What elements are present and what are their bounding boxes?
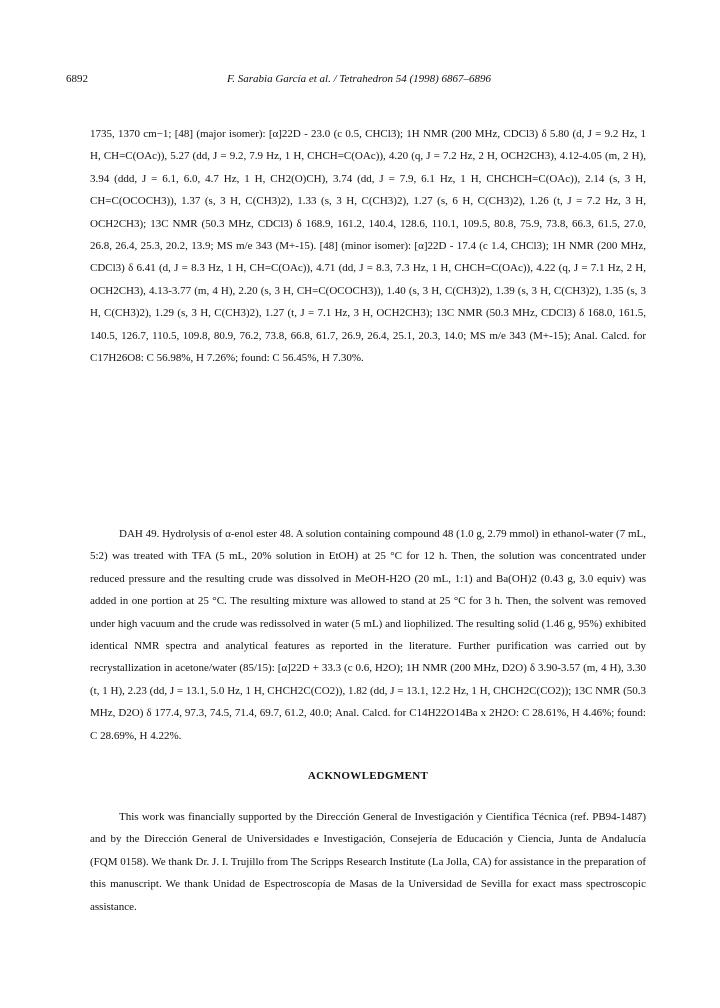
running-header [66,70,652,88]
paragraph-characterization-48: 1735, 1370 cm−1; [48] (major isomer): [α]22D - 23.0 (c 0.5, CHCl3); 1H NMR (200 MHz, CDCl3) δ 5.80 (d, J = 9.2 Hz, 1 H, CH=C(OAc)), 5.27 (dd, J = 9.2, 7.9 Hz, 1 H, CHCH=C(OAc)), 4.20 (q, J = 7.2 Hz, 2 H, OCH2CH3), 4.12-4.05 (m, 2 H), 3.94 (ddd, J = 6.1, 6.0, 4.7 Hz, 1 H, CH2(O)CH), 3.74 (dd, J = 7.9, 6.1 Hz, 1 H, CHCHCH=C(OAc)), 2.14 (s, 3 H, CH=C(OCOCH3)), 1.37 (s, 3 H, C(CH3)2), 1.33 (s, 3 H, C(CH3)2), 1.27 (s, 6 H, C(CH3)2), 1.26 (t, J = 7.2 Hz, 3 H, OCH2CH3); 13C NMR (50.3 MHz, CDCl3) δ 168.9, 161.2, 140.4, 128.6, 110.1, 109.5, 80.8, 75.9, 73.8, 66.3, 61.5, 27.0, 26.8, 26.4, 25.3, 20.2, 13.9; MS m/e 343 (M+-15). [48] (minor isomer): [α]22D - 17.4 (c 1.4, CHCl3); 1H NMR (200 MHz, CDCl3) δ 6.41 (d, J = 8.3 Hz, 1 H, CH=C(OAc)), 4.71 (dd, J = 8.3, 7.3 Hz, 1 H, CHCH=C(OAc)), 4.22 (q, J = 7.1 Hz, 2 H, OCH2CH3), 4.13-3.77 (m, 4 H), 2.20 (s, 3 H, CH=C(OCOCH3)), 1.40 (s, 3 H, C(CH3)2), 1.39 (s, 3 H, C(CH3)2), 1.35 (s, 3 H, C(CH3)2), 1.29 (s, 3 H, C(CH3)2), 1.27 (t, J = 7.1 Hz, 3 H, OCH2CH3); 13C NMR (50.3 MHz, CDCl3) δ 168.0, 161.5, 140.5, 126.7, 110.5, 109.8, 80.9, 76.2, 73.8, 66.8, 61.7, 26.9, 26.4, 25.1, 20.3, 14.0; MS m/e 343 (M+-15); Anal. Calcd. for C17H26O8: C 56.98%, H 7.26%; found: C 56.45%, H 7.30%. [90,128,646,365]
paragraph-acknowledgment: This work was financially supported by the Dirección General de Investigación y Científica Técnica (ref. PB94-1487) and by the Dirección General de Universidades e Investigación, Consejería de Educación y Ciencia, Junta de Andalucía (FQM 0158). We thank Dr. J. I. Trujillo from The Scripps Research Institute (La Jolla, CA) for assistance in the preparation of this manuscript. We thank Unidad de Espectroscopía de Masas de la Universidad de Sevilla for exact mass spectroscopic assistance. [90,811,646,913]
paragraph-dah-49-hydrolysis: DAH 49. Hydrolysis of α-enol ester 48. A solution containing compound 48 (1.0 g, 2.79 mmol) in ethanol-water (7 mL, 5:2) was treated with TFA (5 mL, 20% solution in EtOH) at 25 °C for 12 h. Then, the solution was concentrated under reduced pressure and the resulting crude was dissolved in MeOH-H2O (20 mL, 1:1) and Ba(OH)2 (0.43 g, 3.0 equiv) was added in one portion at 25 °C. The resulting mixture was allowed to stand at 25 °C for 3 h. Then, the solvent was removed under high vacuum and the crude was redissolved in water (5 mL) and liophilized. The resulting solid (1.46 g, 95%) exhibited identical NMR spectra and analytical features as reported in the literature. Further purification was carried out by recrystallization in acetone/water (85/15): [α]22D + 33.3 (c 0.6, H2O); 1H NMR (200 MHz, D2O) δ 3.90-3.57 (m, 4 H), 3.30 (t, 1 H), 2.23 (dd, J = 13.1, 5.0 Hz, 1 H, CHCH2C(CO2)), 1.82 (dd, J = 13.1, 12.2 Hz, 1 H, CHCH2C(CO2)); 13C NMR (50.3 MHz, D2O) δ 177.4, 97.3, 74.5, 71.4, 69.7, 61.2, 40.0; Anal. Calcd. for C14H22O14Ba x 2H2O: C 28.61%, H 4.46%; found: C 28.69%, H 4.22%. [90,528,646,742]
page-number: 6892 [66,73,88,85]
section-heading-acknowledgment: ACKNOWLEDGMENT [307,770,429,782]
running-title: F. Sarabia García et al. / Tetrahedron 54 (1998) 6867–6896 [226,73,492,85]
